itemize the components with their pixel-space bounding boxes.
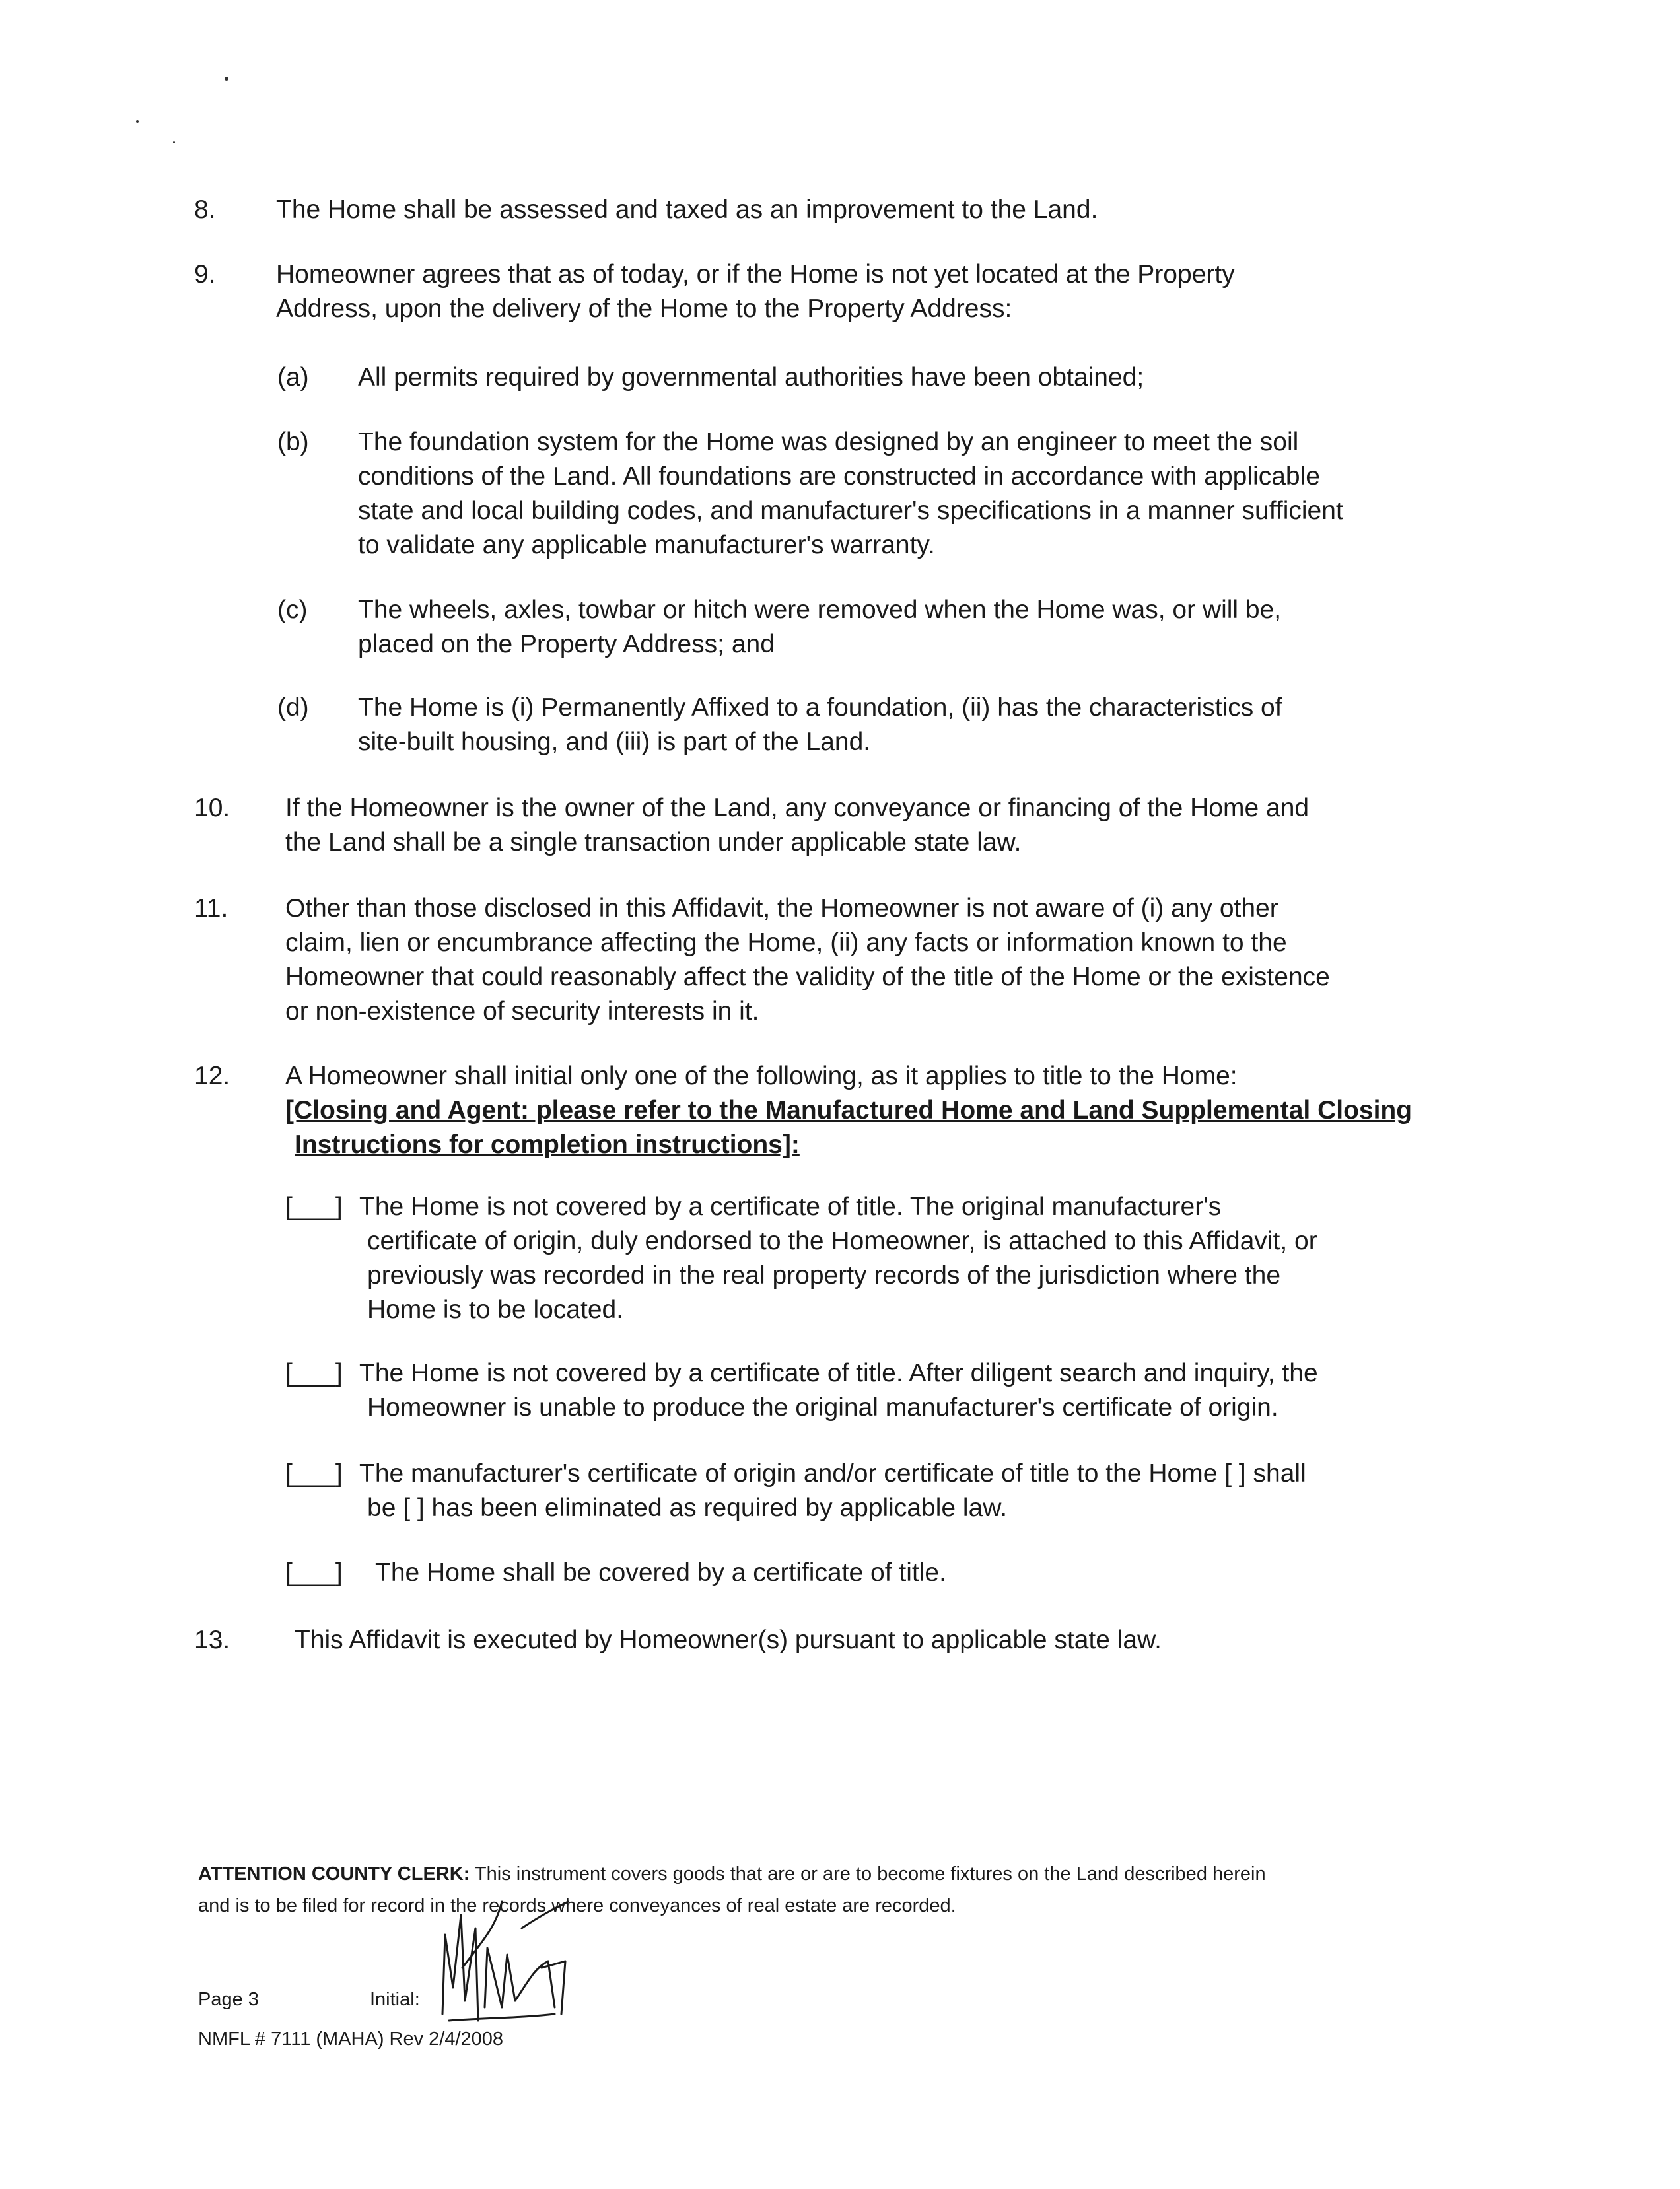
clause-number: 13. [194, 1626, 230, 1654]
option-text: Home is to be located. [367, 1296, 624, 1324]
subclause-text: The wheels, axles, towbar or hitch were removed when the Home was, or will be, [358, 596, 1282, 624]
subclause-label: (c) [277, 596, 308, 624]
clause-text: This Affidavit is executed by Homeowner(s) pursuant to applicable state law. [295, 1626, 1162, 1654]
option-text: Homeowner is unable to produce the original manufacturer's certificate of origin. [367, 1393, 1278, 1422]
option-text: The Home shall be covered by a certificate of title. [375, 1558, 946, 1587]
subclause-text: The Home is (i) Permanently Affixed to a foundation, (ii) has the characteristics of [358, 693, 1282, 722]
scan-speck [136, 120, 139, 123]
initial-checkbox[interactable]: [___] [285, 1193, 343, 1221]
county-clerk-notice [198, 1858, 1266, 1922]
initial-checkbox[interactable]: [___] [285, 1359, 343, 1387]
subclause-label: (a) [277, 363, 309, 392]
option-text: The Home is not covered by a certificate of title. The original manufacturer's [359, 1193, 1222, 1221]
subclause-text: conditions of the Land. All foundations are constructed in accordance with applicable [358, 462, 1320, 491]
option-text: certificate of origin, duly endorsed to the Homeowner, is attached to this Affidavit, or [367, 1227, 1317, 1255]
clause-text: If the Homeowner is the owner of the Land, any conveyance or financing of the Home and [285, 794, 1310, 822]
clause-number: 11. [194, 894, 228, 922]
option-text: The Home is not covered by a certificate of title. After diligent search and inquiry, the [359, 1359, 1318, 1387]
clause-text: A Homeowner shall initial only one of the following, as it applies to title to the Home: [285, 1062, 1238, 1090]
handwritten-initials [423, 1889, 581, 2034]
initial-checkbox[interactable]: [___] [285, 1558, 343, 1587]
subclause-text: All permits required by governmental authorities have been obtained; [358, 363, 1144, 392]
closing-instructions-note: Instructions for completion instructions]: [295, 1130, 800, 1159]
subclause-text: placed on the Property Address; and [358, 630, 775, 658]
subclause-text: The foundation system for the Home was designed by an engineer to meet the soil [358, 428, 1299, 456]
clause-text: The Home shall be assessed and taxed as an improvement to the Land. [276, 195, 1098, 224]
subclause-text: site-built housing, and (iii) is part of the Land. [358, 728, 871, 756]
form-id: NMFL # 7111 (MAHA) Rev 2/4/2008 [198, 2029, 504, 2050]
clause-text: or non-existence of security interests in it. [285, 997, 759, 1025]
clause-text: claim, lien or encumbrance affecting the Home, (ii) any facts or information known to the [285, 928, 1287, 957]
attention-text: This instrument covers goods that are or are to become fixtures on the Land described herein [474, 1863, 1266, 1885]
attention-label: ATTENTION COUNTY CLERK: [198, 1863, 470, 1885]
subclause-label: (b) [277, 428, 309, 456]
page-number: Page 3 [198, 1989, 259, 2010]
clause-number: 12. [194, 1062, 230, 1090]
option-text: The manufacturer's certificate of origin and/or certificate of title to the Home [ ] shall [359, 1459, 1306, 1488]
clause-text: Homeowner agrees that as of today, or if the Home is not yet located at the Property [276, 260, 1235, 289]
clause-number: 8. [194, 195, 216, 224]
clause-text: Address, upon the delivery of the Home to the Property Address: [276, 295, 1012, 323]
attention-text-line2: and is to be filed for record in the records where conveyances of real estate are recorded. [198, 1895, 956, 1916]
closing-instructions-note: [Closing and Agent: please refer to the Manufactured Home and Land Supplemental Closing [285, 1096, 1413, 1125]
option-text: previously was recorded in the real property records of the jurisdiction where the [367, 1261, 1281, 1290]
clause-number: 9. [194, 260, 216, 289]
option-text: be [ ] has been eliminated as required by applicable law. [367, 1494, 1008, 1522]
clause-text: Homeowner that could reasonably affect the validity of the title of the Home or the existence [285, 963, 1330, 991]
subclause-label: (d) [277, 693, 309, 722]
clause-number: 10. [194, 794, 230, 822]
subclause-text: state and local building codes, and manufacturer's specifications in a manner sufficient [358, 497, 1343, 525]
scan-speck [225, 77, 228, 81]
subclause-text: to validate any applicable manufacturer's warranty. [358, 531, 935, 559]
clause-text: the Land shall be a single transaction under applicable state law. [285, 828, 1022, 856]
clause-text: Other than those disclosed in this Affidavit, the Homeowner is not aware of (i) any other [285, 894, 1278, 922]
scan-speck [173, 141, 175, 143]
initial-label: Initial: [370, 1989, 420, 2010]
initial-checkbox[interactable]: [___] [285, 1459, 343, 1488]
